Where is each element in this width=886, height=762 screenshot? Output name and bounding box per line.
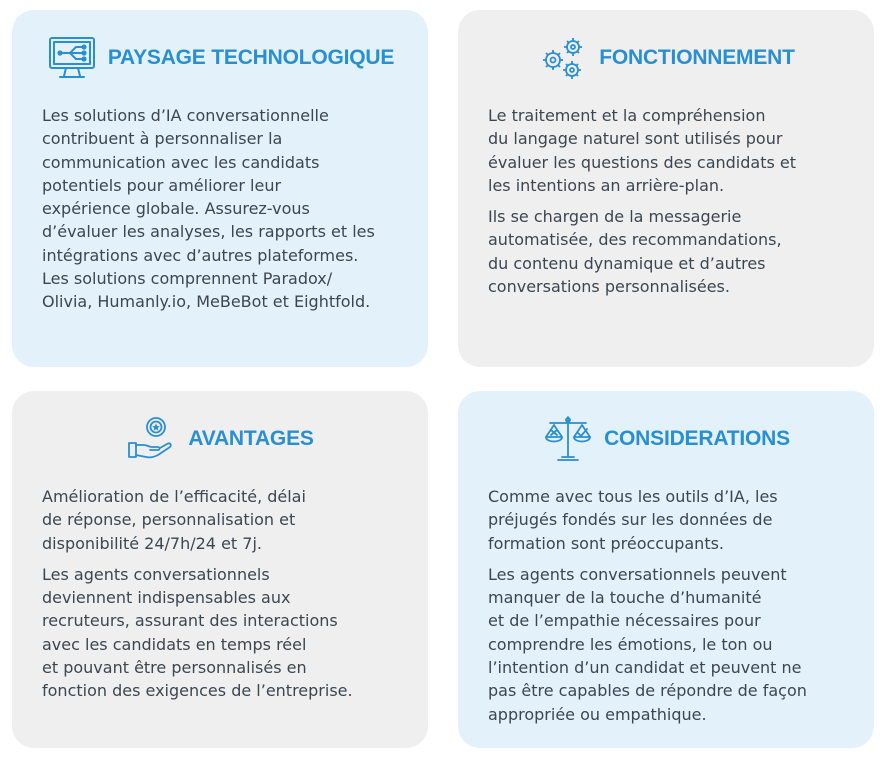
text-line: l’intention d’un candidat et peuvent ne (488, 658, 802, 678)
hand-award-icon (126, 413, 178, 465)
text-line: pas être capables de répondre de façon (488, 681, 807, 701)
text-line: du contenu dynamique et d’autres (488, 253, 766, 273)
text-line: avec les candidats en temps réel (42, 634, 307, 654)
text-line: et pouvant être personnalisés en (42, 658, 307, 678)
text-line: Olivia, Humanly.io, MeBeBot et Eightfold. (42, 292, 371, 312)
text-line: Ils se chargen de la messagerie (488, 207, 742, 227)
card-body (488, 104, 860, 306)
paragraph (42, 563, 414, 703)
text-line: du langage naturel sont utilisés pour (488, 129, 783, 149)
paragraph (42, 104, 414, 314)
text-line: appropriée ou empathique. (488, 704, 707, 724)
card-title: AVANTAGES (188, 427, 314, 450)
card-title: FONCTIONNEMENT (599, 46, 795, 69)
text-line: expérience globale. Assurez-vous (42, 199, 310, 219)
card-header (12, 413, 428, 465)
card-considerations (458, 391, 874, 748)
card-title: CONSIDERATIONS (604, 427, 790, 450)
text-line: deviennent indispensables aux (42, 588, 291, 608)
text-line: les intentions an arrière-plan. (488, 175, 725, 195)
card-body (42, 104, 414, 322)
text-line: et de l’empathie nécessaires pour (488, 611, 761, 631)
text-line: intégrations avec d’autres plateformes. (42, 245, 359, 265)
gears-icon (537, 32, 589, 84)
text-line: recruteurs, assurant des interactions (42, 611, 338, 631)
paragraph (488, 205, 860, 298)
text-line: Comme avec tous les outils d’IA, les (488, 487, 778, 506)
text-line: automatisée, des recommandations, (488, 230, 782, 250)
text-line: disponibilité 24/7h/24 et 7j. (42, 533, 262, 553)
card-body (42, 485, 414, 711)
text-line: communication avec les candidats (42, 152, 320, 172)
paragraph (488, 104, 860, 197)
card-fonctionnement (458, 10, 874, 367)
text-line: Les solutions d’IA conversationnelle (42, 106, 329, 125)
text-line: de réponse, personnalisation et (42, 510, 296, 530)
card-body (488, 485, 860, 734)
card-title: PAYSAGE TECHNOLOGIQUE (107, 46, 395, 69)
text-line: potentiels pour améliorer leur (42, 175, 282, 195)
text-line: contribuent à personnaliser la (42, 129, 283, 149)
text-line: fonction des exigences de l’entreprise. (42, 681, 353, 701)
text-line: comprendre les émotions, le ton ou (488, 634, 773, 654)
text-line: Les agents conversationnels peuvent (488, 564, 787, 584)
card-header (12, 32, 428, 84)
text-line: préjugés fondés sur les données de (488, 510, 773, 530)
monitor-network-icon (46, 32, 98, 84)
card-paysage-technologique (12, 10, 428, 367)
balance-scale-icon (542, 413, 594, 465)
text-line: manquer de la touche d’humanité (488, 588, 762, 608)
text-line: formation sont préoccupants. (488, 533, 725, 553)
text-line: conversations personnalisées. (488, 277, 730, 297)
paragraph (488, 485, 860, 555)
paragraph (42, 485, 414, 555)
text-line: Les solutions comprennent Paradox/ (42, 269, 333, 289)
card-avantages (12, 391, 428, 748)
paragraph (488, 563, 860, 726)
text-line: Amélioration de l’efficacité, délai (42, 487, 306, 506)
text-line: Les agents conversationnels (42, 564, 270, 584)
text-line: Le traitement et la compréhension (488, 106, 766, 125)
card-header (458, 413, 874, 465)
text-line: d’évaluer les analyses, les rapports et les (42, 222, 375, 242)
text-line: évaluer les questions des candidats et (488, 152, 797, 172)
card-header (458, 32, 874, 84)
